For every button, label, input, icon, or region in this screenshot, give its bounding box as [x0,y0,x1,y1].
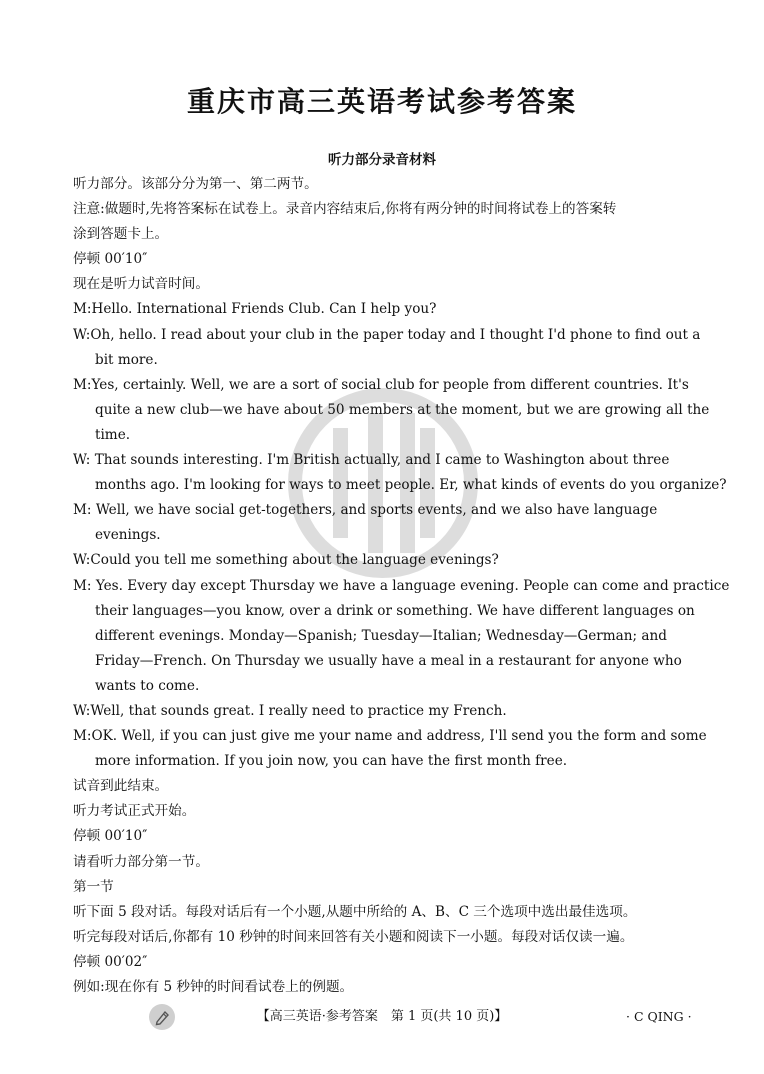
text-line: 例如:现在你有 5 秒钟的时间看试卷上的例题。 [73,979,354,995]
text-line: 现在是听力试音时间。 [73,276,209,293]
text-line: 听力部分。该部分分为第一、第二两节。 [73,176,318,192]
dialogue-line: months ago. I'm looking for ways to meet people. Er, what kinds of events do you organize? [95,477,727,494]
text-line: 注意:做题时,先将答案标在试卷上。录音内容结束后,你将有两分钟的时间将试卷上的答案转 [73,201,617,218]
page-title: 重庆市高三英语考试参考答案 [186,85,577,118]
dialogue-line: more information. If you join now, you can have the first month free. [95,753,568,770]
pause-marker: 停顿 00′02″ [73,953,148,970]
dialogue-line: quite a new club—we have about 50 members at the moment, but we are growing all the [95,401,710,418]
dialogue-line: W:Could you tell me something about the language evenings? [73,552,499,569]
dialogue-line: wants to come. [95,677,200,694]
dialogue-line: W:Well, that sounds great. I really need to practice my French. [73,702,507,719]
brand-label: · C QING · [626,1009,692,1024]
text-line: 听下面 5 段对话。每段对话后有一个小题,从题中所给的 A、B、C 三个选项中选出最佳选项。 [73,903,637,920]
section-heading: 第一节 [73,878,114,895]
dialogue-line: M:Yes, certainly. Well, we are a sort of social club for people from different countries. It's [73,376,689,393]
pause-marker: 停顿 00′10″ [73,828,148,845]
text-line: 请看听力部分第一节。 [73,853,209,870]
dialogue-line: W:Oh, hello. I read about your club in the paper today and I thought I'd phone to find out a [73,326,701,343]
pause-marker: 停顿 00′10″ [73,251,148,268]
dialogue-line: their languages—you know, over a drink or something. We have different languages on [95,602,695,619]
section-subtitle: 听力部分录音材料 [328,152,436,168]
dialogue-line: M:Hello. International Friends Club. Can I help you? [73,301,437,318]
text-line: 试音到此结束。 [73,778,169,795]
text-line: 听力考试正式开始。 [73,803,196,820]
dialogue-line: bit more. [95,351,158,368]
transcript-body [73,172,730,1000]
page-footer [0,1004,764,1030]
dialogue-line: M: Yes. Every day except Thursday we have a language evening. People can come and practice [73,577,730,594]
text-line: 涂到答题卡上。 [73,226,169,243]
dialogue-line: W: That sounds interesting. I'm British actually, and I came to Washington about three [73,452,670,469]
dialogue-line: time. [95,426,131,443]
dialogue-line: evenings. [95,527,161,544]
page-number-label: 【高三英语·参考答案 第 1 页(共 10 页)】 [256,1009,508,1024]
dialogue-line: Friday—French. On Thursday we usually have a meal in a restaurant for anyone who [95,652,682,669]
dialogue-line: M:OK. Well, if you can just give me your name and address, I'll send you the form and some [73,728,707,745]
text-line: 听完每段对话后,你都有 10 秒钟的时间来回答有关小题和阅读下一小题。每段对话仅读一遍。 [73,928,634,945]
dialogue-line: M: Well, we have social get-togethers, and sports events, and we also have language [73,502,658,519]
dialogue-line: different evenings. Monday—Spanish; Tuesday—Italian; Wednesday—German; and [95,627,667,644]
